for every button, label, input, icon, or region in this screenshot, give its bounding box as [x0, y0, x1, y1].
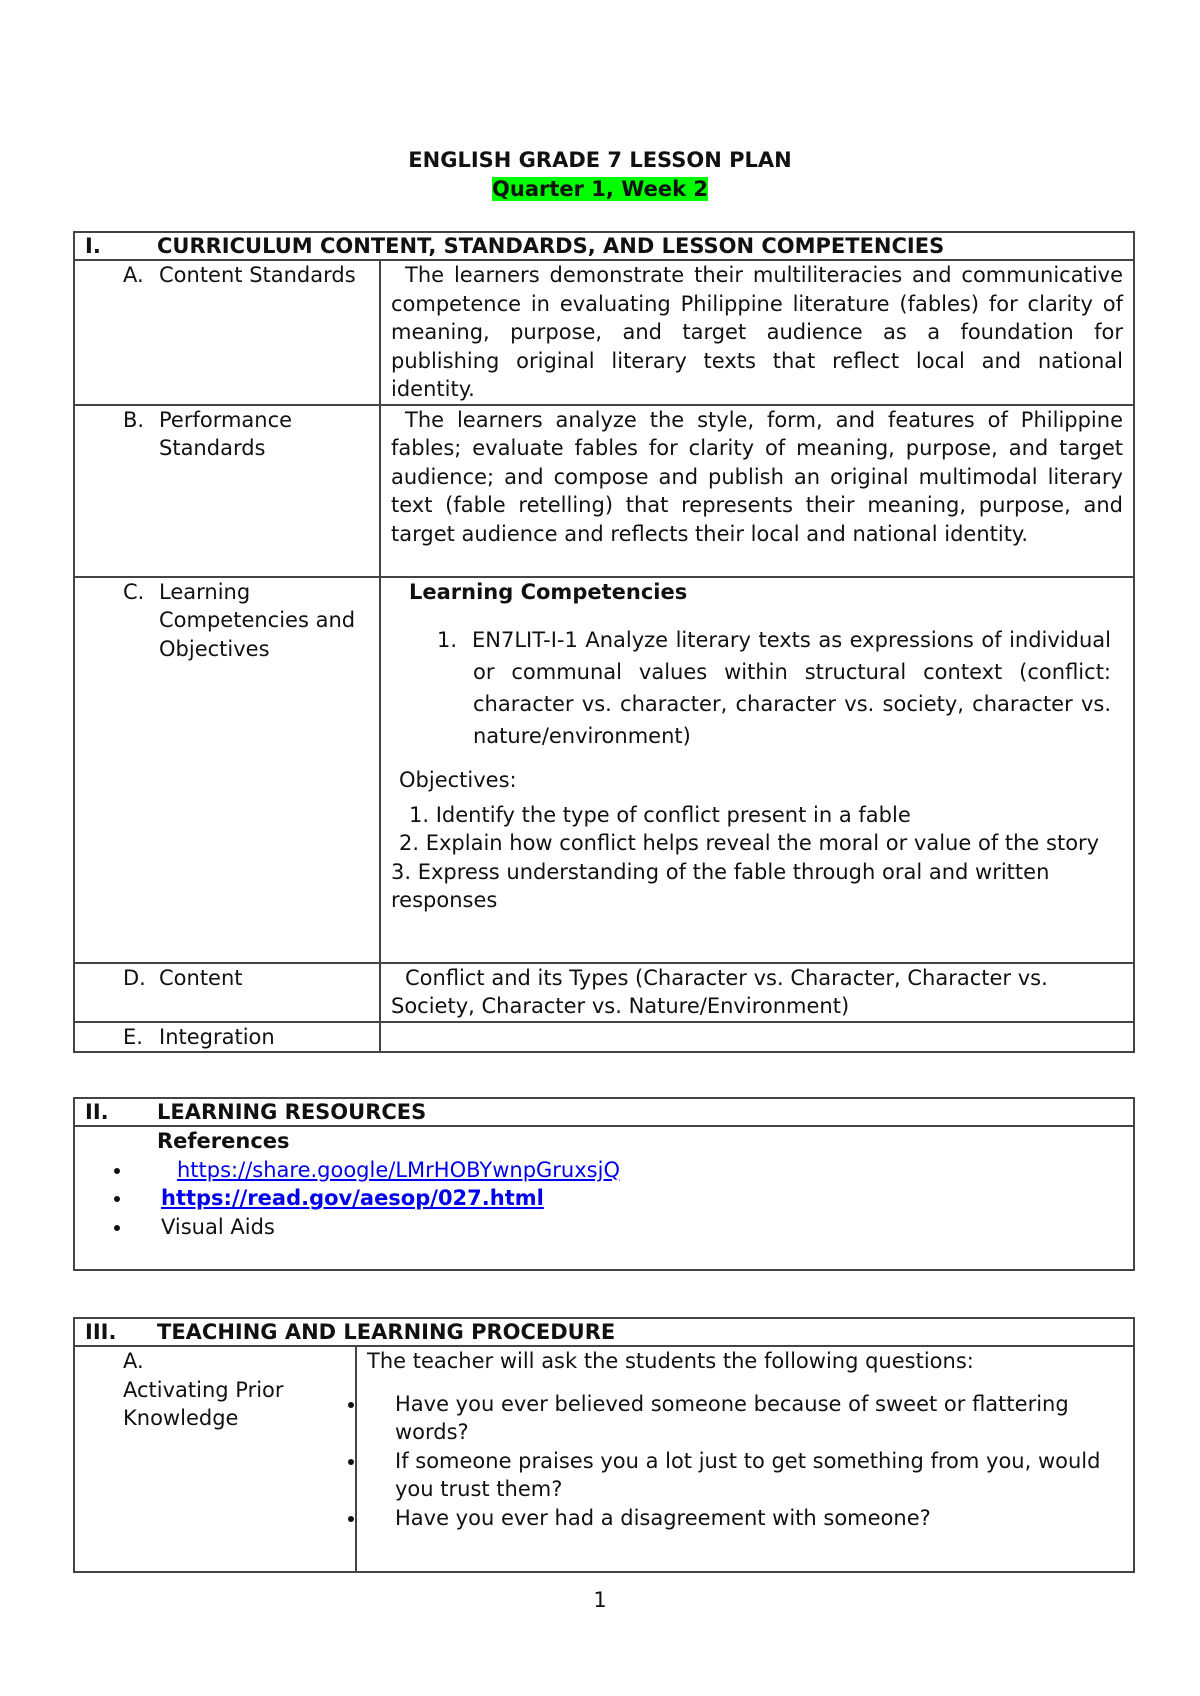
competency-item: 1. EN7LIT-I-1 Analyze literary texts as expressions of individual or communal values within structural context (conflict: character vs. character, character vs. society, character vs. nature/environment) — [437, 628, 1111, 748]
question: • Have you ever had a disagreement with someone? — [367, 1504, 1123, 1533]
objective: 1. Identify the type of conflict present in a fable — [409, 802, 911, 827]
procedure-intro: The teacher will ask the students the following questions: — [367, 1349, 974, 1373]
competencies-cell: Learning Competencies 1. EN7LIT-I-1 Analyze literary texts as expressions of individual or communal values within structural context (conflict: character vs. character, character vs. society, character vs. nature/environment) Objectives: 1. Identify the type of conflict present in a fable 2. Explain how conflict helps reveal the moral or value of the story 3. Express understanding of the fable through oral and written responses — [380, 577, 1134, 963]
page-title: ENGLISH GRADE 7 LESSON PLAN — [408, 148, 792, 172]
page-subtitle: Quarter 1, Week 2 — [492, 177, 708, 201]
row-label: Content Standards — [159, 263, 356, 287]
page-number: 1 — [593, 1588, 607, 1612]
visual-aids-item: • Visual Aids — [133, 1213, 1123, 1242]
procedure-table: III. TEACHING AND LEARNING PROCEDURE A.Activating Prior Knowledge The teacher will ask the students the following questions: • Have you ever believed someone because of sweet or flattering words? • If someone praises you a lot just to get something from you, would you trust them? • Have you ever had a disagreement with someone? — [73, 1317, 1135, 1573]
integration-text — [380, 1022, 1134, 1053]
reference-link-1[interactable]: https://share.google/LMrHOBYwnpGruxsjQ — [177, 1157, 620, 1182]
resources-table: II. LEARNING RESOURCES References • https://share.google/LMrHOBYwnpGruxsjQ • https://read.gov/aesop/027.html • Visual Aids — [73, 1097, 1135, 1271]
performance-standards-text: The learners analyze the style, form, and features of Philippine fables; evaluate fables for clarity of meaning, purpose, and target audience; and compose and publish an original multimodal literary text (fable retelling) that represents their meaning, purpose, and target audience and reflects their local and national identity. — [380, 405, 1134, 577]
objective: 3. Express understanding of the fable through oral and written responses — [391, 859, 1050, 912]
question: • If someone praises you a lot just to get something from you, would you trust them? — [367, 1447, 1123, 1504]
content-standards-text: The learners demonstrate their multiliteracies and communicative competence in evaluating Philippine literature (fables) for clarity of meaning, purpose, and target audience as a foundation for publishing original literary texts that reflect local and national identity. — [380, 260, 1134, 405]
reference-link-2[interactable]: https://read.gov/aesop/027.html — [161, 1186, 544, 1210]
content-text: Conflict and its Types (Character vs. Character, Character vs. Society, Character vs. Nature/Environment) — [380, 963, 1134, 1022]
section-header: I. CURRICULUM CONTENT, STANDARDS, AND LESSON COMPETENCIES — [74, 232, 1134, 260]
curriculum-table: I. CURRICULUM CONTENT, STANDARDS, AND LESSON COMPETENCIES A. Content Standards The learners demonstrate their multiliteracies and communicative competence in evaluating Philippine literature (fables) for clarity of meaning, purpose, and target audience as a foundation for publishing original literary texts that reflect local and national identity. B. Performance Standards The learners analyze the style, form, and features of Philippine fables; evaluate fables for clarity of meaning, purpose, and target audience; and compose and publish an original multimodal literary text (fable retelling) that represents their meaning, purpose, and target audience and reflects their local and national identity. C. Learning Competencies and Objectives Learning Competencies 1. EN7LIT-I-1 Analyze literary texts as expressions of individual or communal values within structural context (conflict: character vs. character, character vs. society, character vs. nature/environment) Objectives: 1. Identify the type of conflict present in a fable 2. Explain how conflict helps reveal the moral or value of the story 3. Express understanding of the fable through oral and written responses D. Content Conflict and its Types (Character vs. Character, Character vs. Society, Character vs. Nature/Environment) E. Integration — [73, 231, 1135, 1053]
objective: 2. Explain how conflict helps reveal the moral or value of the story — [399, 831, 1100, 855]
row-label: Performance Standards — [159, 407, 293, 460]
question: • Have you ever believed someone because of sweet or flattering words? — [367, 1390, 1123, 1447]
row-label: Learning Competencies and Objectives — [159, 579, 356, 661]
